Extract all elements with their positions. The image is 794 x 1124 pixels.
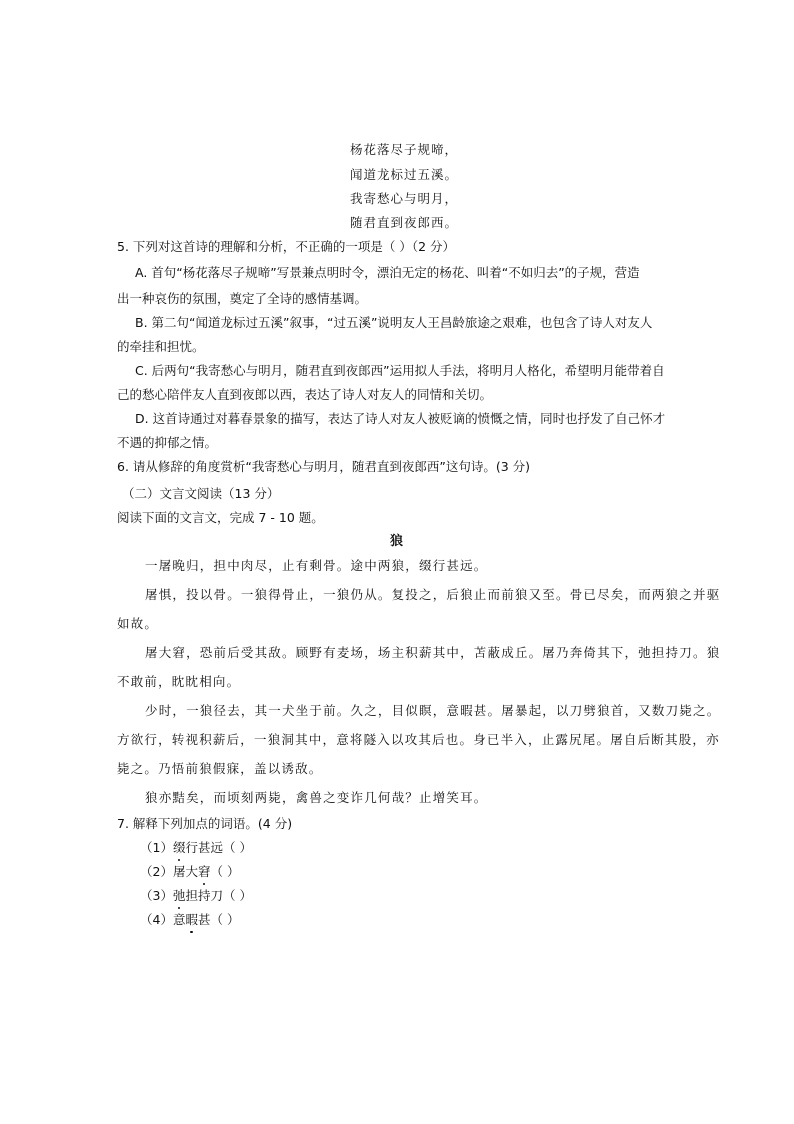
dotted-word: 弛 bbox=[172, 888, 186, 903]
passage-p2-line-1: 屠惧，投以骨。一狼得骨止，一狼仍从。复投之，后狼止而前狼又至。骨已尽矣，而两狼之并驱 bbox=[145, 587, 721, 602]
poem-line-1: 杨花落尽子规啼， bbox=[350, 142, 459, 157]
dotted-word: 缀 bbox=[172, 840, 186, 855]
q7-item-number: （1） bbox=[140, 840, 173, 855]
option-d-line-2: 不遇的抑郁之情。 bbox=[117, 435, 218, 450]
option-a-line-2: 出一种哀伤的氛围，奠定了全诗的感情基调。 bbox=[117, 291, 368, 306]
q7-item-1 bbox=[140, 839, 252, 857]
option-b-line-1: B. 第二句“闻道龙标过五溪”叙事，“过五溪”说明友人王昌龄旅途之艰难，也包含了诗人对友人 bbox=[135, 315, 653, 330]
passage-title: 狼 bbox=[390, 534, 404, 549]
option-d-line-1: D. 这首诗通过对暮春景象的描写，表达了诗人对友人被贬谪的愤慨之情，同时也抒发了自己怀才 bbox=[135, 411, 666, 426]
q7-item-text-before: 意 bbox=[172, 912, 186, 927]
passage-p4-line-2: 方欲行，转视积薪后，一狼洞其中，意将隧入以攻其后也。身已半入，止露尻尾。屠自后断其股，亦 bbox=[117, 732, 720, 747]
option-b-line-2: 的牵挂和担忧。 bbox=[117, 339, 205, 354]
dotted-word: 窘 bbox=[197, 864, 211, 879]
q7-item-text-after: 甚（ ） bbox=[197, 912, 240, 927]
q7-item-number: （3） bbox=[140, 888, 173, 903]
passage-p4-line-3: 毙之。乃悟前狼假寐，盖以诱敌。 bbox=[117, 761, 323, 776]
passage-p3-line-2: 不敢前，眈眈相向。 bbox=[117, 674, 241, 689]
q7-item-number: （4） bbox=[140, 912, 173, 927]
option-c-line-2: 己的愁心陪伴友人直到夜郎以西，表达了诗人对友人的同情和关切。 bbox=[117, 387, 493, 402]
question-6-stem: 6. 请从修辞的角度赏析“我寄愁心与明月，随君直到夜郎西”这句诗。(3 分) bbox=[117, 459, 531, 474]
q7-item-text-before: 屠大 bbox=[172, 864, 198, 879]
q7-item-4 bbox=[140, 911, 239, 929]
section-2-heading: （二）文言文阅读（13 分） bbox=[122, 486, 280, 501]
passage-p4-line-1: 少时，一狼径去，其一犬坐于前。久之，目似瞑，意暇甚。屠暴起，以刀劈狼首，又数刀毙之。 bbox=[145, 703, 721, 718]
dotted-word: 暇 bbox=[185, 912, 198, 927]
q7-item-2 bbox=[140, 863, 239, 881]
q7-item-text-after: 行甚远（ ） bbox=[185, 840, 252, 855]
q7-item-number: （2） bbox=[140, 864, 173, 879]
poem-line-4: 随君直到夜郎西。 bbox=[350, 215, 459, 230]
option-c-line-1: C. 后两句“我寄愁心与明月，随君直到夜郎西”运用拟人手法，将明月人格化，希望明月能带着自 bbox=[135, 363, 665, 378]
option-a-line-1: A. 首句“杨花落尽子规啼”写景兼点明时令，漂泊无定的杨花、叫着“不如归去”的子规，营造 bbox=[135, 265, 640, 280]
passage-p1: 一屠晚归，担中肉尽，止有剩骨。途中两狼，缀行甚远。 bbox=[145, 558, 488, 573]
question-5-stem: 5. 下列对这首诗的理解和分析，不正确的一项是（ ）（2 分） bbox=[117, 239, 456, 254]
passage-p3-line-1: 屠大窘，恐前后受其敌。顾野有麦场，场主积薪其中，苫蔽成丘。屠乃奔倚其下，弛担持刀。狼 bbox=[145, 645, 721, 660]
passage-p5: 狼亦黠矣，而顷刻两毙，禽兽之变诈几何哉？止增笑耳。 bbox=[145, 790, 488, 805]
question-7-stem: 7. 解释下列加点的词语。(4 分) bbox=[117, 816, 293, 831]
passage-p2-line-2: 如故。 bbox=[117, 616, 159, 631]
poem-line-3: 我寄愁心与明月， bbox=[350, 191, 459, 206]
q7-item-text-after: 担持刀（ ） bbox=[185, 888, 252, 903]
poem-line-2: 闻道龙标过五溪。 bbox=[350, 167, 459, 182]
section-2-instruction: 阅读下面的文言文，完成 7 - 10 题。 bbox=[117, 510, 324, 525]
q7-item-text-after: （ ） bbox=[210, 864, 240, 879]
q7-item-3 bbox=[140, 887, 252, 905]
